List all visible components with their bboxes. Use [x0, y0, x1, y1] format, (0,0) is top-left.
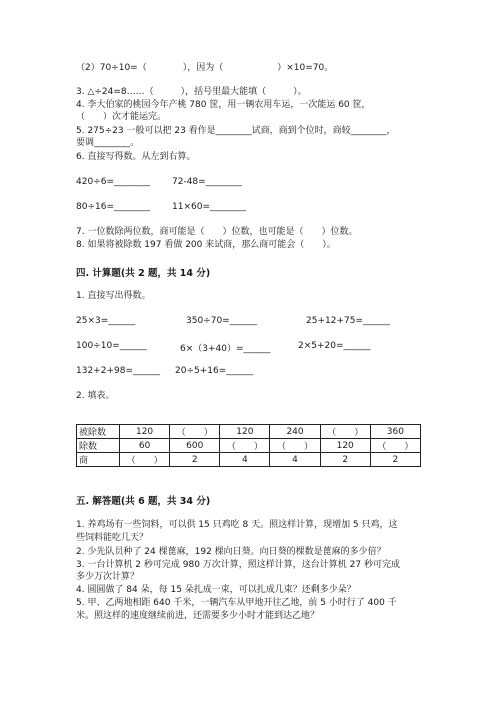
- q4-text: 4. 李大伯家的桃园今年产桃 780 筐，用一辆农用车运，一次能运 60 筐，: [76, 100, 371, 110]
- problem-text: 4. 圆圆做了 84 朵，每 15 朵扎成一束，可以扎成几束？还剩多少朵？: [76, 585, 356, 595]
- division-table: [76, 424, 421, 467]
- table-cell: 2: [170, 453, 220, 467]
- table-cell: 120: [120, 425, 170, 439]
- table-cell: 600: [170, 439, 220, 453]
- problem-text: 2. 少先队员种了 24 棵蓖麻，192 棵向日葵。向日葵的棵数是蓖麻的多少倍？: [76, 547, 386, 557]
- calc-item: 2×5+20=______: [298, 341, 371, 351]
- problem-text: 米。照这样的速度继续前进，还需要多少小时才能到达乙地？: [76, 611, 320, 621]
- table-cell: 商: [77, 453, 120, 467]
- q8-text: 8. 如果将被除数 197 看做 200 来试商，那么商可能会（ ）。: [76, 240, 336, 250]
- table-cell: 4: [270, 453, 320, 467]
- calc-item: 100÷10=______: [76, 341, 147, 351]
- q7-text: 7. 一位数除两位数，商可能是（ ）位数，也可能是（ ）位数。: [76, 227, 358, 237]
- q5-text-cont: 要调________。: [76, 138, 140, 148]
- table-cell: 240: [270, 425, 320, 439]
- table-cell: （ ）: [170, 425, 220, 439]
- table-cell: 除数: [77, 439, 120, 453]
- table-row: [77, 453, 421, 467]
- problem-text: 5. 甲、乙两地相距 640 千米，一辆汽车从甲地开往乙地，前 5 小时行了 400 千: [76, 598, 397, 608]
- table-cell: （ ）: [270, 439, 320, 453]
- table-cell: 被除数: [77, 425, 120, 439]
- table-cell: 2: [320, 453, 370, 467]
- calc-item: 20÷5+16=______: [175, 366, 254, 376]
- q6-item: 80÷16=________: [76, 202, 150, 212]
- q6-item: 11×60=________: [172, 202, 246, 212]
- table-cell: 120: [320, 439, 370, 453]
- table-cell: （ ）: [120, 453, 170, 467]
- calc-intro: 1. 直接写出得数。: [76, 291, 151, 301]
- calc-item: 6×（3+40）=______: [180, 344, 271, 354]
- q5-text: 5. 275÷23 一般可以把 23 看作是________试商，商到个位时，商较________，: [76, 126, 396, 136]
- table-cell: （ ）: [370, 439, 420, 453]
- q6-item: 72-48=________: [172, 177, 242, 187]
- calc-item: 25×3=______: [76, 316, 136, 326]
- section4-title: 四. 计算题(共 2 题，共 14 分): [76, 268, 211, 279]
- calc-item: 25+12+75=______: [306, 316, 390, 326]
- table-cell: 2: [370, 453, 420, 467]
- table-cell: （ ）: [220, 439, 270, 453]
- table-cell: （ ）: [320, 425, 370, 439]
- q4-text-cont: （ ）次才能运完。: [76, 112, 167, 122]
- table-cell: 360: [370, 425, 420, 439]
- calc-item: 350÷70=______: [186, 316, 257, 326]
- problem-text: 3. 一台计算机 2 秒可完成 980 万次计算，照这样计算，这台计算机 27 秒可完成: [76, 560, 400, 570]
- table-cell: 120: [220, 425, 270, 439]
- table-cell: 4: [220, 453, 270, 467]
- q6-item: 420÷6=________: [76, 177, 150, 187]
- q6-text: 6. 直接写得数。从左到右算。: [76, 152, 196, 162]
- q3-text: 3. △÷24=8……（ ），括号里最大能填（ ）。: [76, 87, 307, 97]
- calc-item: 132+2+98=______: [76, 366, 160, 376]
- problem-text: 1. 养鸡场有一些饲料，可以供 15 只鸡吃 8 天。照这样计算，现增加 5 只鸡，这: [76, 520, 398, 530]
- table-row: [77, 425, 421, 439]
- problem-text: 些饲料能吃几天？: [76, 533, 149, 543]
- table-row: [77, 439, 421, 453]
- section5-title: 五. 解答题(共 6 题，共 34 分): [76, 496, 211, 507]
- q2-text: （2）70÷10=（ ），因为（ ）×10=70。: [76, 63, 334, 73]
- table-cell: 60: [120, 439, 170, 453]
- problem-text: 多少万次计算？: [76, 572, 140, 582]
- fill-table-intro: 2. 填表。: [76, 391, 115, 401]
